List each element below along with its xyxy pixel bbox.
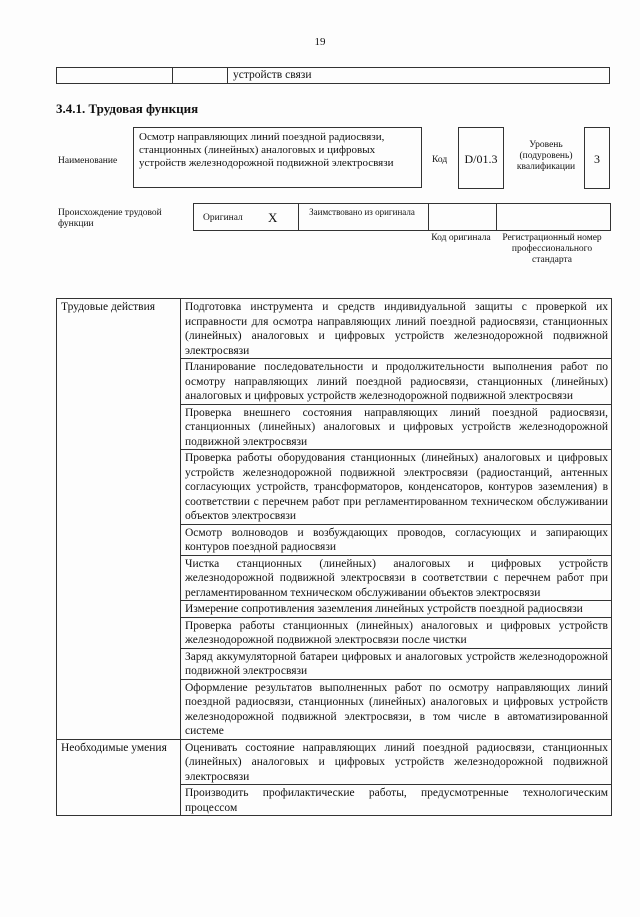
reg-number-caption: Регистрационный номер профессионального стандарта xyxy=(502,233,602,265)
borrowed-label: Заимствовано из оригинала xyxy=(309,207,415,217)
labor-function-table xyxy=(56,298,612,816)
origin-divider-2 xyxy=(428,204,429,230)
labor-action-item: Заряд аккумуляторной батареи цифровых и аналоговых устройств железнодорожной подвижной электросвязи xyxy=(181,648,612,679)
function-name-label: Наименование xyxy=(58,156,118,166)
original-mark: X xyxy=(268,210,278,225)
prev-table-cell: устройств связи xyxy=(233,69,312,81)
origin-divider-1 xyxy=(298,204,299,230)
required-skills-label: Необходимые умения xyxy=(57,739,181,816)
origin-divider-3 xyxy=(496,204,497,230)
level-box xyxy=(584,127,610,189)
original-label: Оригинал xyxy=(203,213,243,223)
labor-action-item: Подготовка инструмента и средств индивидуальной защиты с проверкой их исправности для осмотра направляющих линий поездной радиосвязи, станционных (линейных) аналоговых и цифровых устройств железнодорожной подвижной электросвязи xyxy=(181,299,612,359)
function-name-text: Осмотр направляющих линий поездной радиосвязи, станционных (линейных) аналоговых и цифровых устройств железнодорожной подвижной электросвязи xyxy=(139,131,394,169)
labor-action-item: Проверка работы станционных (линейных) аналоговых и цифровых устройств железнодорожной подвижной электросвязи после чистки xyxy=(181,617,612,648)
prev-table-divider-1 xyxy=(172,68,173,83)
labor-action-item: Проверка работы оборудования станционных (линейных) аналоговых и цифровых устройств железнодорожной подвижной электросвязи (радиостанций, антенных согласующих устройств, трансформаторов, конденсаторов, контуров заземления) в соответствии с перечнем работ при регламентированном техническом обслуживании объектов электросвязи xyxy=(181,450,612,525)
origin-table xyxy=(193,203,611,231)
code-value: D/01.3 xyxy=(464,152,498,166)
labor-actions-label: Трудовые действия xyxy=(57,299,181,740)
function-name-box xyxy=(133,127,422,188)
prev-table-divider-2 xyxy=(227,68,228,83)
labor-action-item: Чистка станционных (линейных) аналоговых и цифровых устройств железнодорожной подвижной электросвязи в соответствии с перечнем работ при регламентированном техническом обслуживании объектов электросвязи xyxy=(181,555,612,601)
code-box xyxy=(458,127,504,189)
labor-action-item: Измерение сопротивления заземления линейных устройств поездной радиосвязи xyxy=(181,601,612,618)
level-label: Уровень (подуровень) квалификации xyxy=(516,140,576,172)
table-row xyxy=(57,299,612,359)
prev-table-row xyxy=(56,67,610,84)
section-title: 3.4.1. Трудовая функция xyxy=(56,101,199,116)
level-value: 3 xyxy=(594,152,600,166)
labor-action-item: Осмотр волноводов и возбуждающих проводов, согласующих и запирающих контуров поездной радиосвязи xyxy=(181,524,612,555)
skill-item: Оценивать состояние направляющих линий поездной радиосвязи, станционных (линейных) аналоговых и цифровых устройств железнодорожной подвижной электросвязи xyxy=(181,739,612,785)
table-row xyxy=(57,739,612,785)
code-label: Код xyxy=(432,155,448,165)
page-number: 19 xyxy=(314,36,326,48)
labor-action-item: Проверка внешнего состояния направляющих линий поездной радиосвязи, станционных (линейных) аналоговых и цифровых устройств железнодорожной подвижной электросвязи xyxy=(181,404,612,450)
labor-action-item: Оформление результатов выполненных работ по осмотру направляющих линий поездной радиосвязи, станционных (линейных) аналоговых и цифровых устройств железнодорожной подвижной электросвязи, в том числе в автоматизированной системе xyxy=(181,679,612,739)
labor-action-item: Планирование последовательности и продолжительности выполнения работ по осмотру направляющих линий поездной радиосвязи, станционных (линейных) аналоговых и цифровых устройств железнодорожной подвижной электросвязи xyxy=(181,359,612,405)
code-original-caption: Код оригинала xyxy=(431,233,491,243)
skill-item: Производить профилактические работы, предусмотренные технологическим процессом xyxy=(181,785,612,816)
origin-label: Происхождение трудовой функции xyxy=(58,208,162,229)
